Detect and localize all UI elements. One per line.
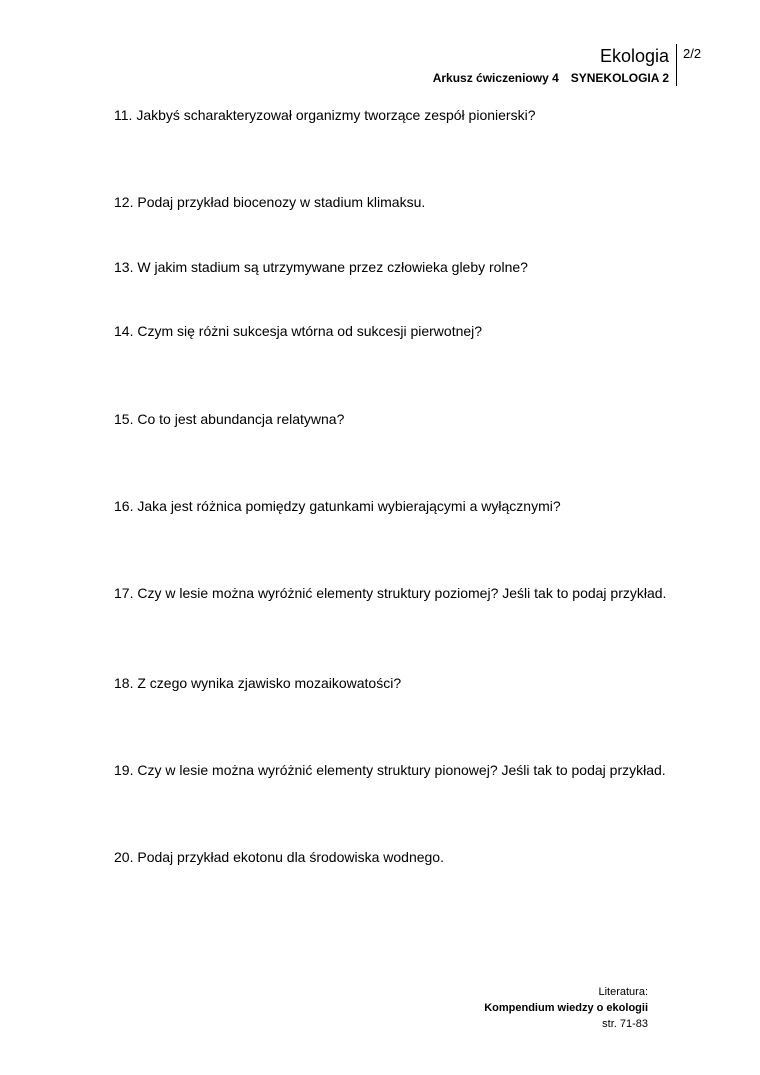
page-header: [433, 44, 669, 86]
literature-book: Kompendium wiedzy o ekologii: [484, 1002, 648, 1014]
question-14: 14. Czym się różni sukcesja wtórna od sukcesji pierwotnej?: [114, 323, 483, 339]
header-divider: [676, 44, 677, 86]
question-13: 13. W jakim stadium są utrzymywane przez człowieka gleby rolne?: [114, 259, 528, 275]
literature-pages: str. 71-83: [602, 1018, 648, 1030]
question-18: 18. Z czego wynika zjawisko mozaikowatości?: [114, 675, 402, 691]
question-17: 17. Czy w lesie można wyróżnić elementy struktury poziomej? Jeśli tak to podaj przykład.: [114, 585, 667, 601]
sheet-name: Arkusz ćwiczeniowy 4: [432, 71, 559, 85]
question-19: 19. Czy w lesie można wyróżnić elementy struktury pionowej? Jeśli tak to podaj przykład.: [114, 762, 666, 778]
question-20: 20. Podaj przykład ekotonu dla środowiska wodnego.: [114, 849, 444, 865]
literature-footer: [484, 984, 648, 1032]
question-12: 12. Podaj przykład biocenozy w stadium klimaksu.: [114, 194, 426, 210]
question-16: 16. Jaka jest różnica pomiędzy gatunkami wybierającymi a wyłącznymi?: [114, 498, 561, 514]
page-number: 2/2: [683, 46, 702, 61]
question-11: 11. Jakbyś scharakteryzował organizmy tworzące zespół pionierski?: [114, 107, 536, 123]
literature-label: Literatura:: [598, 986, 648, 998]
subject-title: Ekologia: [599, 46, 669, 66]
question-15: 15. Co to jest abundancja relatywna?: [114, 411, 345, 427]
sheet-subtitle: [433, 70, 669, 86]
topic-name: SYNEKOLOGIA 2: [570, 71, 669, 85]
